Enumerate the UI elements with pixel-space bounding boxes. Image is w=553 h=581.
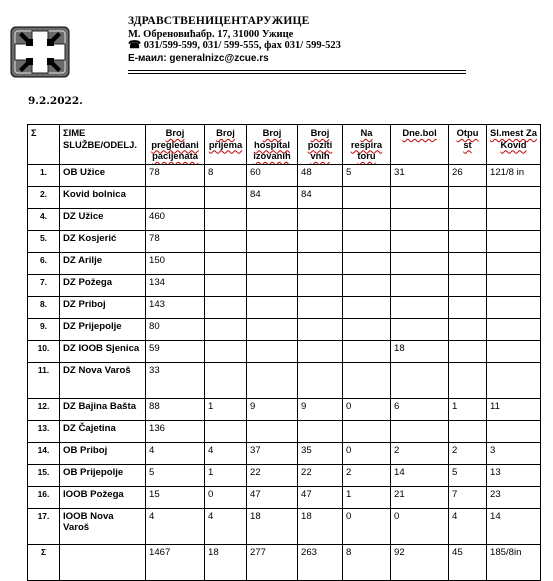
column-header — [60, 125, 146, 165]
value-cell: 1467 — [146, 544, 205, 580]
value-cell: 2 — [343, 464, 391, 486]
value-cell — [247, 420, 298, 442]
value-cell: 31 — [391, 164, 449, 186]
value-cell: 3 — [487, 442, 541, 464]
column-header — [487, 125, 541, 165]
row-number-cell: 4. — [28, 208, 60, 230]
value-cell: 150 — [146, 252, 205, 274]
value-cell: 9 — [298, 398, 343, 420]
column-header-label: Σ — [31, 127, 37, 138]
value-cell — [449, 208, 487, 230]
department-name-cell: OB Prijepolje — [60, 464, 146, 486]
column-header — [28, 125, 60, 165]
value-cell: 1 — [449, 398, 487, 420]
value-cell: 78 — [146, 164, 205, 186]
column-header-label: Broj pregledani pacijenata — [151, 127, 199, 161]
row-number-cell: 17. — [28, 508, 60, 544]
value-cell: 18 — [298, 508, 343, 544]
value-cell — [343, 208, 391, 230]
value-cell — [205, 252, 247, 274]
department-name-cell: DZ Priboj — [60, 296, 146, 318]
column-header-label: Na respira toru — [350, 127, 383, 161]
value-cell — [487, 252, 541, 274]
value-cell: 92 — [391, 544, 449, 580]
institution-address: М. Обреновићабр. 17, 31000 Ужице — [128, 29, 294, 40]
value-cell: 80 — [146, 318, 205, 340]
value-cell — [487, 296, 541, 318]
table-row — [28, 230, 541, 252]
table-row — [28, 296, 541, 318]
department-name-cell: DZ Prijepolje — [60, 318, 146, 340]
department-name-cell: OB Priboj — [60, 442, 146, 464]
value-cell — [343, 318, 391, 340]
department-name-cell: IOOB Požega — [60, 486, 146, 508]
value-cell — [247, 252, 298, 274]
value-cell: 121/8 in — [487, 164, 541, 186]
department-name-cell: DZ Čajetina — [60, 420, 146, 442]
column-header-label: Broj hospital izovanih — [253, 127, 291, 161]
table-header-row — [28, 125, 541, 165]
column-header-label: Otpu st — [456, 127, 479, 150]
value-cell — [391, 296, 449, 318]
health-center-logo-icon — [10, 26, 70, 78]
value-cell: 45 — [449, 544, 487, 580]
value-cell: 14 — [391, 464, 449, 486]
value-cell: 4 — [146, 442, 205, 464]
value-cell — [449, 420, 487, 442]
value-cell — [487, 208, 541, 230]
value-cell: 185/8in — [487, 544, 541, 580]
value-cell: 35 — [298, 442, 343, 464]
value-cell: 4 — [205, 442, 247, 464]
value-cell: 277 — [247, 544, 298, 580]
value-cell — [487, 340, 541, 362]
value-cell: 4 — [449, 508, 487, 544]
value-cell — [343, 186, 391, 208]
value-cell: 0 — [343, 442, 391, 464]
institution-name: ЗДРАВСТВЕНИЦЕНТАРУЖИЦЕ — [128, 15, 310, 27]
row-number-cell: 1. — [28, 164, 60, 186]
department-name-cell: DZ Užice — [60, 208, 146, 230]
value-cell — [391, 318, 449, 340]
value-cell — [343, 274, 391, 296]
column-header — [298, 125, 343, 165]
institution-email: Е-маил: generalnizc@zcue.rs — [128, 53, 269, 64]
value-cell — [449, 252, 487, 274]
value-cell: 26 — [449, 164, 487, 186]
department-name-cell: OB Užice — [60, 164, 146, 186]
value-cell: 15 — [146, 486, 205, 508]
value-cell — [487, 230, 541, 252]
value-cell — [205, 274, 247, 296]
value-cell — [205, 420, 247, 442]
value-cell: 0 — [343, 508, 391, 544]
value-cell — [298, 420, 343, 442]
value-cell — [449, 186, 487, 208]
value-cell — [298, 274, 343, 296]
value-cell: 0 — [343, 398, 391, 420]
value-cell — [298, 296, 343, 318]
value-cell: 1 — [205, 464, 247, 486]
value-cell: 78 — [146, 230, 205, 252]
value-cell — [449, 340, 487, 362]
value-cell: 5 — [146, 464, 205, 486]
value-cell: 134 — [146, 274, 205, 296]
value-cell: 9 — [247, 398, 298, 420]
header-rule — [128, 70, 466, 71]
department-name-cell: Kovid bolnica — [60, 186, 146, 208]
value-cell — [205, 340, 247, 362]
value-cell — [487, 274, 541, 296]
department-name-cell: DZ Požega — [60, 274, 146, 296]
value-cell: 263 — [298, 544, 343, 580]
value-cell: 4 — [205, 508, 247, 544]
report-table — [27, 124, 541, 581]
row-number-cell: 11. — [28, 362, 60, 398]
value-cell — [298, 230, 343, 252]
value-cell — [449, 296, 487, 318]
row-number-cell: 7. — [28, 274, 60, 296]
value-cell: 47 — [247, 486, 298, 508]
column-header — [146, 125, 205, 165]
column-header-label: Broj poziti vnih — [307, 127, 333, 161]
value-cell — [343, 296, 391, 318]
value-cell — [391, 230, 449, 252]
table-row — [28, 398, 541, 420]
table-row — [28, 186, 541, 208]
department-name-cell: DZ Bajina Bašta — [60, 398, 146, 420]
header-rule-thin — [128, 73, 466, 74]
value-cell — [247, 362, 298, 398]
value-cell — [343, 252, 391, 274]
value-cell: 59 — [146, 340, 205, 362]
value-cell: 6 — [391, 398, 449, 420]
table-row — [28, 486, 541, 508]
column-header — [391, 125, 449, 165]
value-cell — [343, 230, 391, 252]
row-number-cell: 13. — [28, 420, 60, 442]
value-cell — [205, 186, 247, 208]
value-cell — [205, 230, 247, 252]
column-header — [205, 125, 247, 165]
value-cell: 8 — [205, 164, 247, 186]
value-cell: 5 — [449, 464, 487, 486]
table-row — [28, 340, 541, 362]
value-cell: 460 — [146, 208, 205, 230]
value-cell: 0 — [205, 486, 247, 508]
department-name-cell: DZ IOOB Sjenica — [60, 340, 146, 362]
report-date: 9.2.2022. — [28, 95, 83, 107]
value-cell: 1 — [205, 398, 247, 420]
value-cell — [343, 420, 391, 442]
value-cell: 23 — [487, 486, 541, 508]
institution-phone: ☎ 031/599-599, 031/ 599-555, фах 031/ 599-523 — [128, 40, 341, 51]
value-cell: 84 — [247, 186, 298, 208]
value-cell — [487, 420, 541, 442]
table-row — [28, 318, 541, 340]
column-header-label: Dne.bol — [402, 127, 437, 138]
value-cell — [298, 362, 343, 398]
value-cell: 14 — [487, 508, 541, 544]
value-cell — [298, 252, 343, 274]
value-cell: 2 — [449, 442, 487, 464]
value-cell: 22 — [247, 464, 298, 486]
value-cell — [391, 362, 449, 398]
value-cell — [391, 186, 449, 208]
row-number-cell: 14. — [28, 442, 60, 464]
column-header — [449, 125, 487, 165]
value-cell — [247, 208, 298, 230]
value-cell — [343, 340, 391, 362]
value-cell: 1 — [343, 486, 391, 508]
table-row — [28, 508, 541, 544]
value-cell — [391, 274, 449, 296]
value-cell: 88 — [146, 398, 205, 420]
column-header-label: Broj prijema — [208, 127, 243, 150]
value-cell — [205, 362, 247, 398]
row-number-cell: 16. — [28, 486, 60, 508]
value-cell: 60 — [247, 164, 298, 186]
row-number-cell: 2. — [28, 186, 60, 208]
value-cell: 21 — [391, 486, 449, 508]
table-row — [28, 164, 541, 186]
department-name-cell — [60, 544, 146, 580]
row-number-cell: 6. — [28, 252, 60, 274]
value-cell: 47 — [298, 486, 343, 508]
value-cell: 2 — [391, 442, 449, 464]
value-cell: 18 — [247, 508, 298, 544]
table-row — [28, 252, 541, 274]
value-cell — [449, 362, 487, 398]
value-cell: 143 — [146, 296, 205, 318]
value-cell: 33 — [146, 362, 205, 398]
table-row — [28, 208, 541, 230]
value-cell: 11 — [487, 398, 541, 420]
value-cell: 48 — [298, 164, 343, 186]
value-cell — [391, 252, 449, 274]
department-name-cell: IOOB Nova Varoš — [60, 508, 146, 544]
value-cell — [449, 318, 487, 340]
value-cell: 37 — [247, 442, 298, 464]
column-header-label: ΣIME SLUŽBE/ODELJ. — [63, 127, 137, 150]
row-number-cell: 12. — [28, 398, 60, 420]
row-number-cell: 15. — [28, 464, 60, 486]
value-cell: 7 — [449, 486, 487, 508]
value-cell — [205, 296, 247, 318]
value-cell — [146, 186, 205, 208]
row-number-cell: Σ — [28, 544, 60, 580]
table-row — [28, 544, 541, 580]
value-cell — [298, 208, 343, 230]
value-cell: 18 — [205, 544, 247, 580]
value-cell: 8 — [343, 544, 391, 580]
value-cell: 5 — [343, 164, 391, 186]
table-row — [28, 362, 541, 398]
value-cell: 18 — [391, 340, 449, 362]
value-cell: 4 — [146, 508, 205, 544]
department-name-cell: DZ Nova Varoš — [60, 362, 146, 398]
row-number-cell: 8. — [28, 296, 60, 318]
column-header-label: Sl.mest Za Kovid — [490, 127, 537, 150]
column-header — [343, 125, 391, 165]
row-number-cell: 5. — [28, 230, 60, 252]
row-number-cell: 10. — [28, 340, 60, 362]
value-cell — [205, 318, 247, 340]
value-cell — [391, 420, 449, 442]
value-cell — [247, 274, 298, 296]
value-cell — [247, 318, 298, 340]
value-cell — [298, 318, 343, 340]
value-cell — [449, 230, 487, 252]
table-row — [28, 442, 541, 464]
column-header — [247, 125, 298, 165]
value-cell — [487, 186, 541, 208]
department-name-cell: DZ Kosjerić — [60, 230, 146, 252]
row-number-cell: 9. — [28, 318, 60, 340]
value-cell — [247, 296, 298, 318]
value-cell: 13 — [487, 464, 541, 486]
value-cell: 0 — [391, 508, 449, 544]
value-cell — [487, 318, 541, 340]
value-cell: 22 — [298, 464, 343, 486]
department-name-cell: DZ Arilje — [60, 252, 146, 274]
table-row — [28, 274, 541, 296]
value-cell — [247, 230, 298, 252]
table-row — [28, 464, 541, 486]
value-cell — [343, 362, 391, 398]
value-cell — [247, 340, 298, 362]
value-cell: 84 — [298, 186, 343, 208]
table-row — [28, 420, 541, 442]
value-cell — [298, 340, 343, 362]
value-cell: 136 — [146, 420, 205, 442]
value-cell — [487, 362, 541, 398]
value-cell — [205, 208, 247, 230]
value-cell — [391, 208, 449, 230]
value-cell — [449, 274, 487, 296]
